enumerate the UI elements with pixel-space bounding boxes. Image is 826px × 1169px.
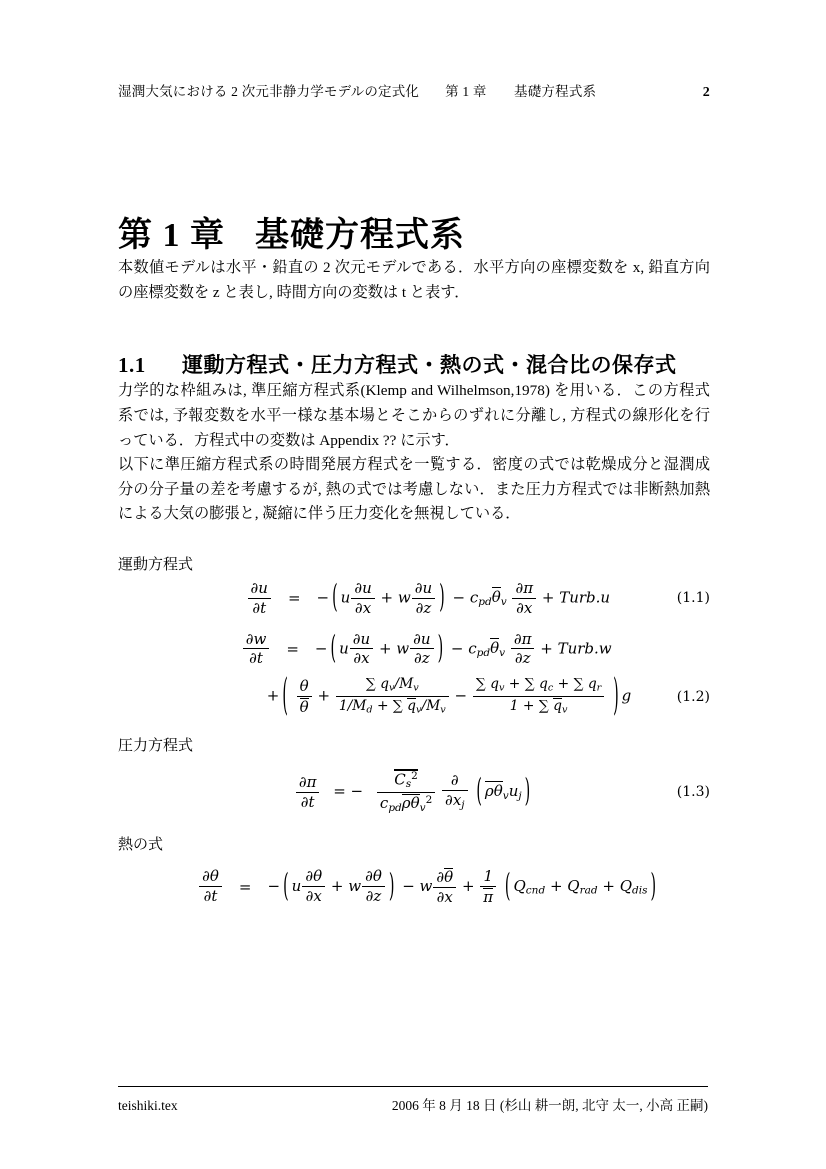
- equation-tag-1-2: (1.2): [676, 688, 710, 705]
- running-header: [118, 80, 710, 101]
- equation-label-heat: 熱の式: [118, 836, 164, 853]
- chapter-number: 第 1 章: [118, 217, 225, 254]
- footer-filename: teishiki.tex: [118, 1098, 178, 1113]
- equation-1-1: $\frac{\partial u}{\partial t}$ = − ( u $\frac{\partial u}{\partial x}$ + w $\frac{\partial u}{\partial z}$ ) − $c_{pd}\theta_v$ $\frac{\partial\pi}{\partial x}$ + Turb.u (1.1): [118, 580, 710, 617]
- equation-label-pressure: 圧力方程式: [118, 738, 194, 755]
- equation-block-heat: [118, 868, 710, 906]
- running-header-left: 湿潤大気における 2 次元非静力学モデルの定式化: [118, 84, 420, 99]
- equation-1-2-line2: + ( $\frac{\theta}{\theta}$ + $\frac{\sum q_v/M_v}{1/M_d + \sum q_v/M_v}$ − $\frac{\sum q_v + \sum q_c + \sum q_r}{1 + \sum q_v}$ ) g (1.2): [266, 672, 710, 721]
- chapter-name: 基礎方程式系: [255, 217, 465, 254]
- chapter-title: [118, 207, 710, 256]
- page-number: 2: [702, 85, 710, 100]
- section-number: 1.1: [118, 353, 146, 378]
- equation-tag-1-1: (1.1): [676, 590, 710, 607]
- page-footer: [118, 1086, 708, 1114]
- paragraph-1: 力学的な枠組みは, 準圧縮方程式系(Klemp and Wilhelmson,1978) を用いる．この方程式系では, 予報変数を水平一様な基本場とそこからのずれに分離し, 方程式の線形化を行っている．方程式中の変数は Appendix ?? に示す．: [118, 382, 710, 449]
- intro-paragraph: 本数値モデルは水平・鉛直の 2 次元モデルである．水平方向の座標変数を x, 鉛直方向の座標変数を z と表し, 時間方向の変数は t と表す．: [118, 259, 710, 301]
- section-heading: [118, 349, 710, 379]
- running-header-middle: 第 1 章 基礎方程式系: [445, 84, 597, 99]
- section-title: 運動方程式・圧力方程式・熱の式・混合比の保存式: [182, 353, 677, 378]
- footer-date-authors: 2006 年 8 月 18 日 (杉山 耕一朗, 北守 太一, 小高 正嗣): [391, 1098, 708, 1113]
- equation-label-momentum: 運動方程式: [118, 557, 194, 573]
- equation-heat: $\frac{\partial\theta}{\partial t}$ = − ( u $\frac{\partial\theta}{\partial x}$ + w $\frac{\partial\theta}{\partial z}$ ) − w $\frac{\partial\theta}{\partial x}$ + $\frac{1}{\pi}$ ( $Q_{cnd} + Q_{rad} + Q_{dis}$ ): [118, 868, 710, 906]
- paragraph-2: 以下に準圧縮方程式系の時間発展方程式を一覧する．密度の式では乾燥成分と湿潤成分の分子量の差を考慮するが, 熱の式では考慮しない．また圧力方程式では非断熱加熱による大気の膨張と, 凝縮に伴う圧力変化を無視している．: [118, 456, 711, 523]
- equation-block-pressure: [118, 769, 710, 815]
- equation-tag-1-3: (1.3): [676, 784, 710, 801]
- equation-block-momentum: [118, 579, 710, 721]
- equation-1-3: $\frac{\partial\pi}{\partial t}$ = − $\frac{C_s^2}{c_{pd}\rho\theta_v^2}$ $\frac{\partial}{\partial x_j}$ ( $\rho\theta_vu_j$ ) (1.3): [118, 769, 710, 815]
- equation-1-2-line1: $\frac{\partial w}{\partial t}$ = − ( u $\frac{\partial u}{\partial x}$ + w $\frac{\partial u}{\partial z}$ ) − $c_{pd}\theta_v$ $\frac{\partial\pi}{\partial z}$ + Turb.w: [118, 631, 710, 668]
- page-content: [118, 80, 710, 905]
